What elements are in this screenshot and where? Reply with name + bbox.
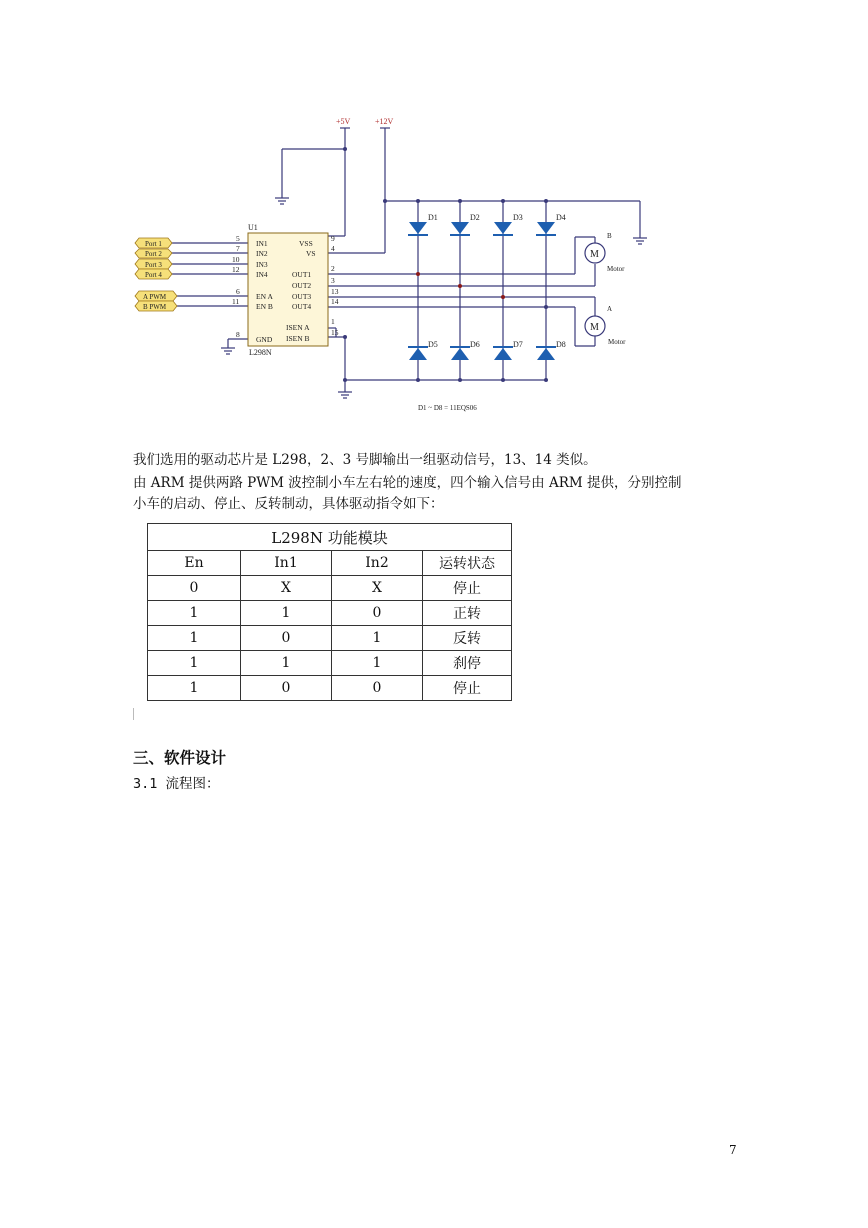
diode-note: D1 ~ D8 = 11EQS06: [418, 404, 477, 412]
table-row: [148, 626, 512, 651]
supply-12v-label: +12V: [375, 117, 394, 126]
pin-name: GND: [256, 335, 273, 344]
table-row: [148, 676, 512, 701]
pin-num: 13: [331, 287, 339, 296]
pin-name: VS: [306, 249, 316, 258]
port-label: Port 1: [145, 240, 162, 248]
pin-num: 12: [232, 265, 240, 274]
table-cell: 1: [332, 651, 423, 676]
table-cell: 0: [241, 676, 332, 701]
diode-label: D3: [513, 213, 523, 222]
pin-num: 5: [236, 234, 240, 243]
table-cell: 0: [241, 626, 332, 651]
margin-mark: [133, 708, 134, 720]
pin-name: OUT3: [292, 292, 312, 301]
pin-num: 6: [236, 287, 240, 296]
table-cell: 0: [332, 676, 423, 701]
table-cell: 正转: [423, 601, 512, 626]
pin-num: 3: [331, 276, 335, 285]
pin-name: IN3: [256, 260, 268, 269]
pin-name: IN4: [256, 270, 268, 279]
paragraph-arm-control-cont: 小车的启动、停止、反转制动，具体驱动指令如下：: [133, 496, 444, 512]
table-cell: 1: [148, 626, 241, 651]
table-cell: 1: [332, 626, 423, 651]
pin-num: 8: [236, 330, 240, 339]
pin-name: IN2: [256, 249, 268, 258]
table-cell: 1: [148, 651, 241, 676]
port-label: Port 3: [145, 261, 162, 269]
table-row: [148, 576, 512, 601]
port-label: Port 2: [145, 250, 162, 258]
table-cell: 1: [148, 676, 241, 701]
pin-num: 9: [331, 234, 335, 243]
motor-text: Motor: [608, 338, 626, 346]
pin-num: 15: [331, 328, 339, 337]
table-header: 运转状态: [423, 551, 512, 576]
table-header: En: [148, 551, 241, 576]
pin-name: ISEN B: [286, 334, 310, 343]
motor-symbol: M: [590, 322, 599, 333]
motor-text: Motor: [607, 265, 625, 273]
page-number: 7: [729, 1143, 737, 1157]
table-header: In2: [332, 551, 423, 576]
pin-num: 7: [236, 244, 240, 253]
motor-a-label: A: [607, 305, 613, 313]
table-cell: 停止: [423, 576, 512, 601]
table-cell: 反转: [423, 626, 512, 651]
l298n-function-table: [147, 523, 512, 701]
pwm-label: A PWM: [143, 293, 167, 301]
pin-name: EN B: [256, 302, 273, 311]
table-row: [148, 601, 512, 626]
diode-label: D5: [428, 340, 438, 349]
table-cell: 停止: [423, 676, 512, 701]
motor-symbol: M: [590, 249, 599, 260]
table-cell: 1: [241, 601, 332, 626]
subsection-title: 3.1 流程图：: [133, 776, 220, 792]
pin-name: ISEN A: [286, 323, 310, 332]
pin-num: 4: [331, 244, 335, 253]
table-header-row: [148, 551, 512, 576]
pin-num: 11: [232, 297, 240, 306]
pin-name: OUT2: [292, 281, 312, 290]
chip-ref: U1: [248, 223, 258, 232]
pin-num: 1: [331, 317, 335, 326]
diode-label: D7: [513, 340, 523, 349]
table-cell: X: [241, 576, 332, 601]
paragraph-arm-control: 由 ARM 提供两路 PWM 波控制小车左右轮的速度，四个输入信号由 ARM 提供，分别控制: [133, 475, 682, 491]
table-cell: X: [332, 576, 423, 601]
table-cell: 1: [241, 651, 332, 676]
pin-name: IN1: [256, 239, 268, 248]
paragraph-chip-description: 我们选用的驱动芯片是 L298，2、3 号脚输出一组驱动信号，13、14 类似。: [133, 452, 597, 468]
supply-5v-label: +5V: [336, 117, 351, 126]
pin-num: 10: [232, 255, 240, 264]
section-title: 三、软件设计: [133, 749, 227, 767]
diode-label: D2: [470, 213, 480, 222]
pin-name: EN A: [256, 292, 273, 301]
table-header: In1: [241, 551, 332, 576]
table-cell: 1: [148, 601, 241, 626]
pin-name: OUT1: [292, 270, 312, 279]
table-caption: L298N 功能模块: [148, 524, 512, 551]
table-cell: 0: [148, 576, 241, 601]
l298n-circuit-schematic: [0, 0, 868, 430]
pin-name: OUT4: [292, 302, 312, 311]
diode-label: D6: [470, 340, 480, 349]
diode-label: D1: [428, 213, 438, 222]
port-label: Port 4: [145, 271, 162, 279]
table-row: [148, 651, 512, 676]
table-cell: 0: [332, 601, 423, 626]
pin-num: 2: [331, 264, 335, 273]
table-cell: 刹停: [423, 651, 512, 676]
diode-label: D8: [556, 340, 566, 349]
chip-part: L298N: [249, 348, 272, 357]
pin-num: 14: [331, 297, 339, 306]
diode-label: D4: [556, 213, 566, 222]
motor-b-label: B: [607, 232, 612, 240]
pin-name: VSS: [299, 239, 313, 248]
pwm-label: B PWM: [143, 303, 167, 311]
